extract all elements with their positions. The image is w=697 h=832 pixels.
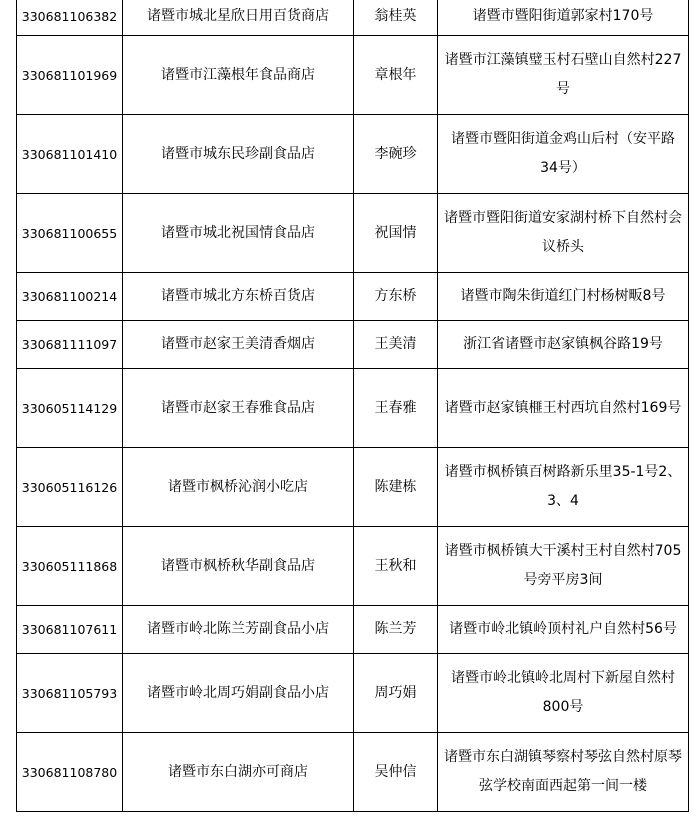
license-code-cell: 330605114129 — [17, 369, 123, 448]
license-code-cell: 330681100214 — [17, 273, 123, 321]
table-row — [17, 0, 689, 36]
operator-name-cell: 祝国情 — [354, 194, 438, 273]
address-cell: 诸暨市暨阳街道郭家村170号 — [438, 0, 689, 36]
address-cell: 诸暨市岭北镇岭顶村礼户自然村56号 — [438, 606, 689, 654]
operator-name-cell: 章根年 — [354, 36, 438, 115]
operator-name-cell: 王美清 — [354, 321, 438, 369]
table-row — [17, 369, 689, 448]
shop-name-cell: 诸暨市城北方东桥百货店 — [123, 273, 354, 321]
shop-name-cell: 诸暨市东白湖亦可商店 — [123, 733, 354, 812]
license-code-cell: 330681105793 — [17, 654, 123, 733]
table-row — [17, 654, 689, 733]
address-cell: 诸暨市江藻镇璧玉村石壁山自然村227号 — [438, 36, 689, 115]
operator-name-cell: 方东桥 — [354, 273, 438, 321]
table-row — [17, 194, 689, 273]
shop-name-cell: 诸暨市城北星欣日用百货商店 — [123, 0, 354, 36]
shop-name-cell: 诸暨市枫桥沁润小吃店 — [123, 448, 354, 527]
shop-name-cell: 诸暨市枫桥秋华副食品店 — [123, 527, 354, 606]
license-code-cell: 330681100655 — [17, 194, 123, 273]
table-row — [17, 321, 689, 369]
operator-name-cell: 吴仲信 — [354, 733, 438, 812]
table-row — [17, 733, 689, 812]
shop-name-cell: 诸暨市赵家王春雅食品店 — [123, 369, 354, 448]
table-row — [17, 115, 689, 194]
shop-name-cell: 诸暨市城东民珍副食品店 — [123, 115, 354, 194]
shop-name-cell: 诸暨市江藻根年食品商店 — [123, 36, 354, 115]
license-code-cell: 330681108780 — [17, 733, 123, 812]
table-row — [17, 36, 689, 115]
shop-name-cell: 诸暨市岭北周巧娟副食品小店 — [123, 654, 354, 733]
operator-name-cell: 陈兰芳 — [354, 606, 438, 654]
table-row — [17, 448, 689, 527]
license-code-cell: 330681107611 — [17, 606, 123, 654]
address-cell: 诸暨市枫桥镇百树路新乐里35-1号2、3、4 — [438, 448, 689, 527]
operator-name-cell: 王秋和 — [354, 527, 438, 606]
license-code-cell: 330681101410 — [17, 115, 123, 194]
address-cell: 浙江省诸暨市赵家镇枫谷路19号 — [438, 321, 689, 369]
license-code-cell: 330681106382 — [17, 0, 123, 36]
license-code-cell: 330605111868 — [17, 527, 123, 606]
license-code-cell: 330605116126 — [17, 448, 123, 527]
operator-name-cell: 陈建栋 — [354, 448, 438, 527]
address-cell: 诸暨市枫桥镇大干溪村王村自然村705号旁平房3间 — [438, 527, 689, 606]
table-row — [17, 527, 689, 606]
address-cell: 诸暨市暨阳街道金鸡山后村（安平路34号） — [438, 115, 689, 194]
table-body — [17, 0, 689, 812]
shop-name-cell: 诸暨市赵家王美清香烟店 — [123, 321, 354, 369]
address-cell: 诸暨市赵家镇榧王村西坑自然村169号 — [438, 369, 689, 448]
license-code-cell: 330681101969 — [17, 36, 123, 115]
address-cell: 诸暨市东白湖镇琴察村琴弦自然村原琴弦学校南面西起第一间一楼 — [438, 733, 689, 812]
operator-name-cell: 王春雅 — [354, 369, 438, 448]
shop-registry-table — [16, 0, 689, 812]
shop-name-cell: 诸暨市城北祝国情食品店 — [123, 194, 354, 273]
license-code-cell: 330681111097 — [17, 321, 123, 369]
table-row — [17, 273, 689, 321]
address-cell: 诸暨市暨阳街道安家湖村桥下自然村会议桥头 — [438, 194, 689, 273]
address-cell: 诸暨市岭北镇岭北周村下新屋自然村800号 — [438, 654, 689, 733]
address-cell: 诸暨市陶朱街道红门村杨树畈8号 — [438, 273, 689, 321]
operator-name-cell: 李碗珍 — [354, 115, 438, 194]
table-row — [17, 606, 689, 654]
shop-name-cell: 诸暨市岭北陈兰芳副食品小店 — [123, 606, 354, 654]
operator-name-cell: 翁桂英 — [354, 0, 438, 36]
operator-name-cell: 周巧娟 — [354, 654, 438, 733]
